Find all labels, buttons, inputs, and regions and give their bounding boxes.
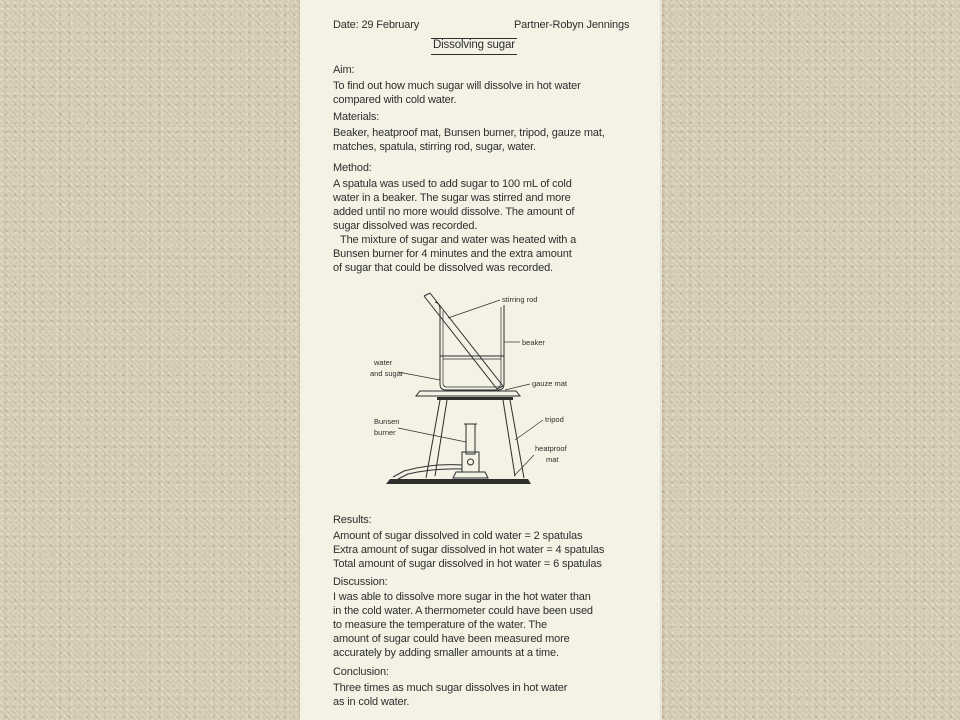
report-date: Date: 29 February	[333, 19, 420, 31]
discussion-line: to measure the temperature of the water. The	[333, 619, 547, 631]
method-line: added until no more would dissolve. The amount of	[333, 206, 575, 218]
results-heading: Results:	[333, 514, 372, 526]
results-line: Extra amount of sugar dissolved in hot water = 4 spatulas	[333, 544, 605, 556]
label-mat: mat	[546, 455, 559, 464]
label-beaker: beaker	[522, 338, 545, 347]
tripod-leader	[515, 420, 543, 440]
results-line: Amount of sugar dissolved in cold water = 2 spatulas	[333, 530, 583, 542]
method-line: The mixture of sugar and water was heated with a	[340, 234, 577, 246]
aim-line: compared with cold water.	[333, 94, 457, 106]
conclusion-line: as in cold water.	[333, 696, 410, 708]
report-title: Dissolving sugar	[431, 38, 517, 55]
stirring-rod-drawing	[424, 293, 503, 389]
method-line: water in a beaker. The sugar was stirred and more	[333, 192, 571, 204]
label-bunsen: Bunsen	[374, 417, 400, 426]
method-line: sugar dissolved was recorded.	[333, 220, 478, 232]
apparatus-diagram	[360, 285, 640, 490]
lab-report-page	[300, 0, 662, 720]
materials-line: matches, spatula, stirring rod, sugar, water.	[333, 141, 536, 153]
report-partner: Partner-Robyn Jennings	[514, 19, 630, 31]
discussion-line: I was able to dissolve more sugar in the hot water than	[333, 591, 591, 603]
bunsen-burner-drawing	[393, 424, 488, 479]
heatproof-mat-drawing	[386, 479, 531, 484]
materials-line: Beaker, heatproof mat, Bunsen burner, tripod, gauze mat,	[333, 127, 605, 139]
gauze-mat-leader	[505, 384, 530, 390]
conclusion-line: Three times as much sugar dissolves in hot water	[333, 682, 568, 694]
beaker-drawing	[435, 302, 504, 390]
method-line: of sugar that could be dissolved was recorded.	[333, 262, 553, 274]
conclusion-heading: Conclusion:	[333, 666, 389, 678]
label-water: water	[374, 358, 393, 367]
label-burner: burner	[374, 428, 396, 437]
discussion-line: accurately by adding smaller amounts at a time.	[333, 647, 559, 659]
discussion-line: amount of sugar could have been measured more	[333, 633, 570, 645]
discussion-heading: Discussion:	[333, 576, 388, 588]
materials-heading: Materials:	[333, 111, 380, 123]
heatproof-mat-leader	[514, 455, 534, 476]
label-and-sugar: and sugar	[370, 369, 404, 378]
discussion-line: in the cold water. A thermometer could have been used	[333, 605, 593, 617]
bunsen-burner-leader	[398, 428, 466, 442]
label-tripod: tripod	[545, 415, 564, 424]
aim-heading: Aim:	[333, 64, 355, 76]
gauze-mat-drawing	[416, 391, 520, 396]
aim-line: To find out how much sugar will dissolve in hot water	[333, 80, 581, 92]
method-line: Bunsen burner for 4 minutes and the extra amount	[333, 248, 572, 260]
method-line: A spatula was used to add sugar to 100 mL of cold	[333, 178, 572, 190]
label-stirring-rod: stirring rod	[502, 295, 538, 304]
stirring-rod-leader	[448, 300, 500, 318]
results-line: Total amount of sugar dissolved in hot water = 6 spatulas	[333, 558, 602, 570]
method-heading: Method:	[333, 162, 372, 174]
water-and-sugar-leader	[398, 372, 440, 380]
label-gauze-mat: gauze mat	[532, 379, 568, 388]
label-heatproof: heatproof	[535, 444, 567, 453]
